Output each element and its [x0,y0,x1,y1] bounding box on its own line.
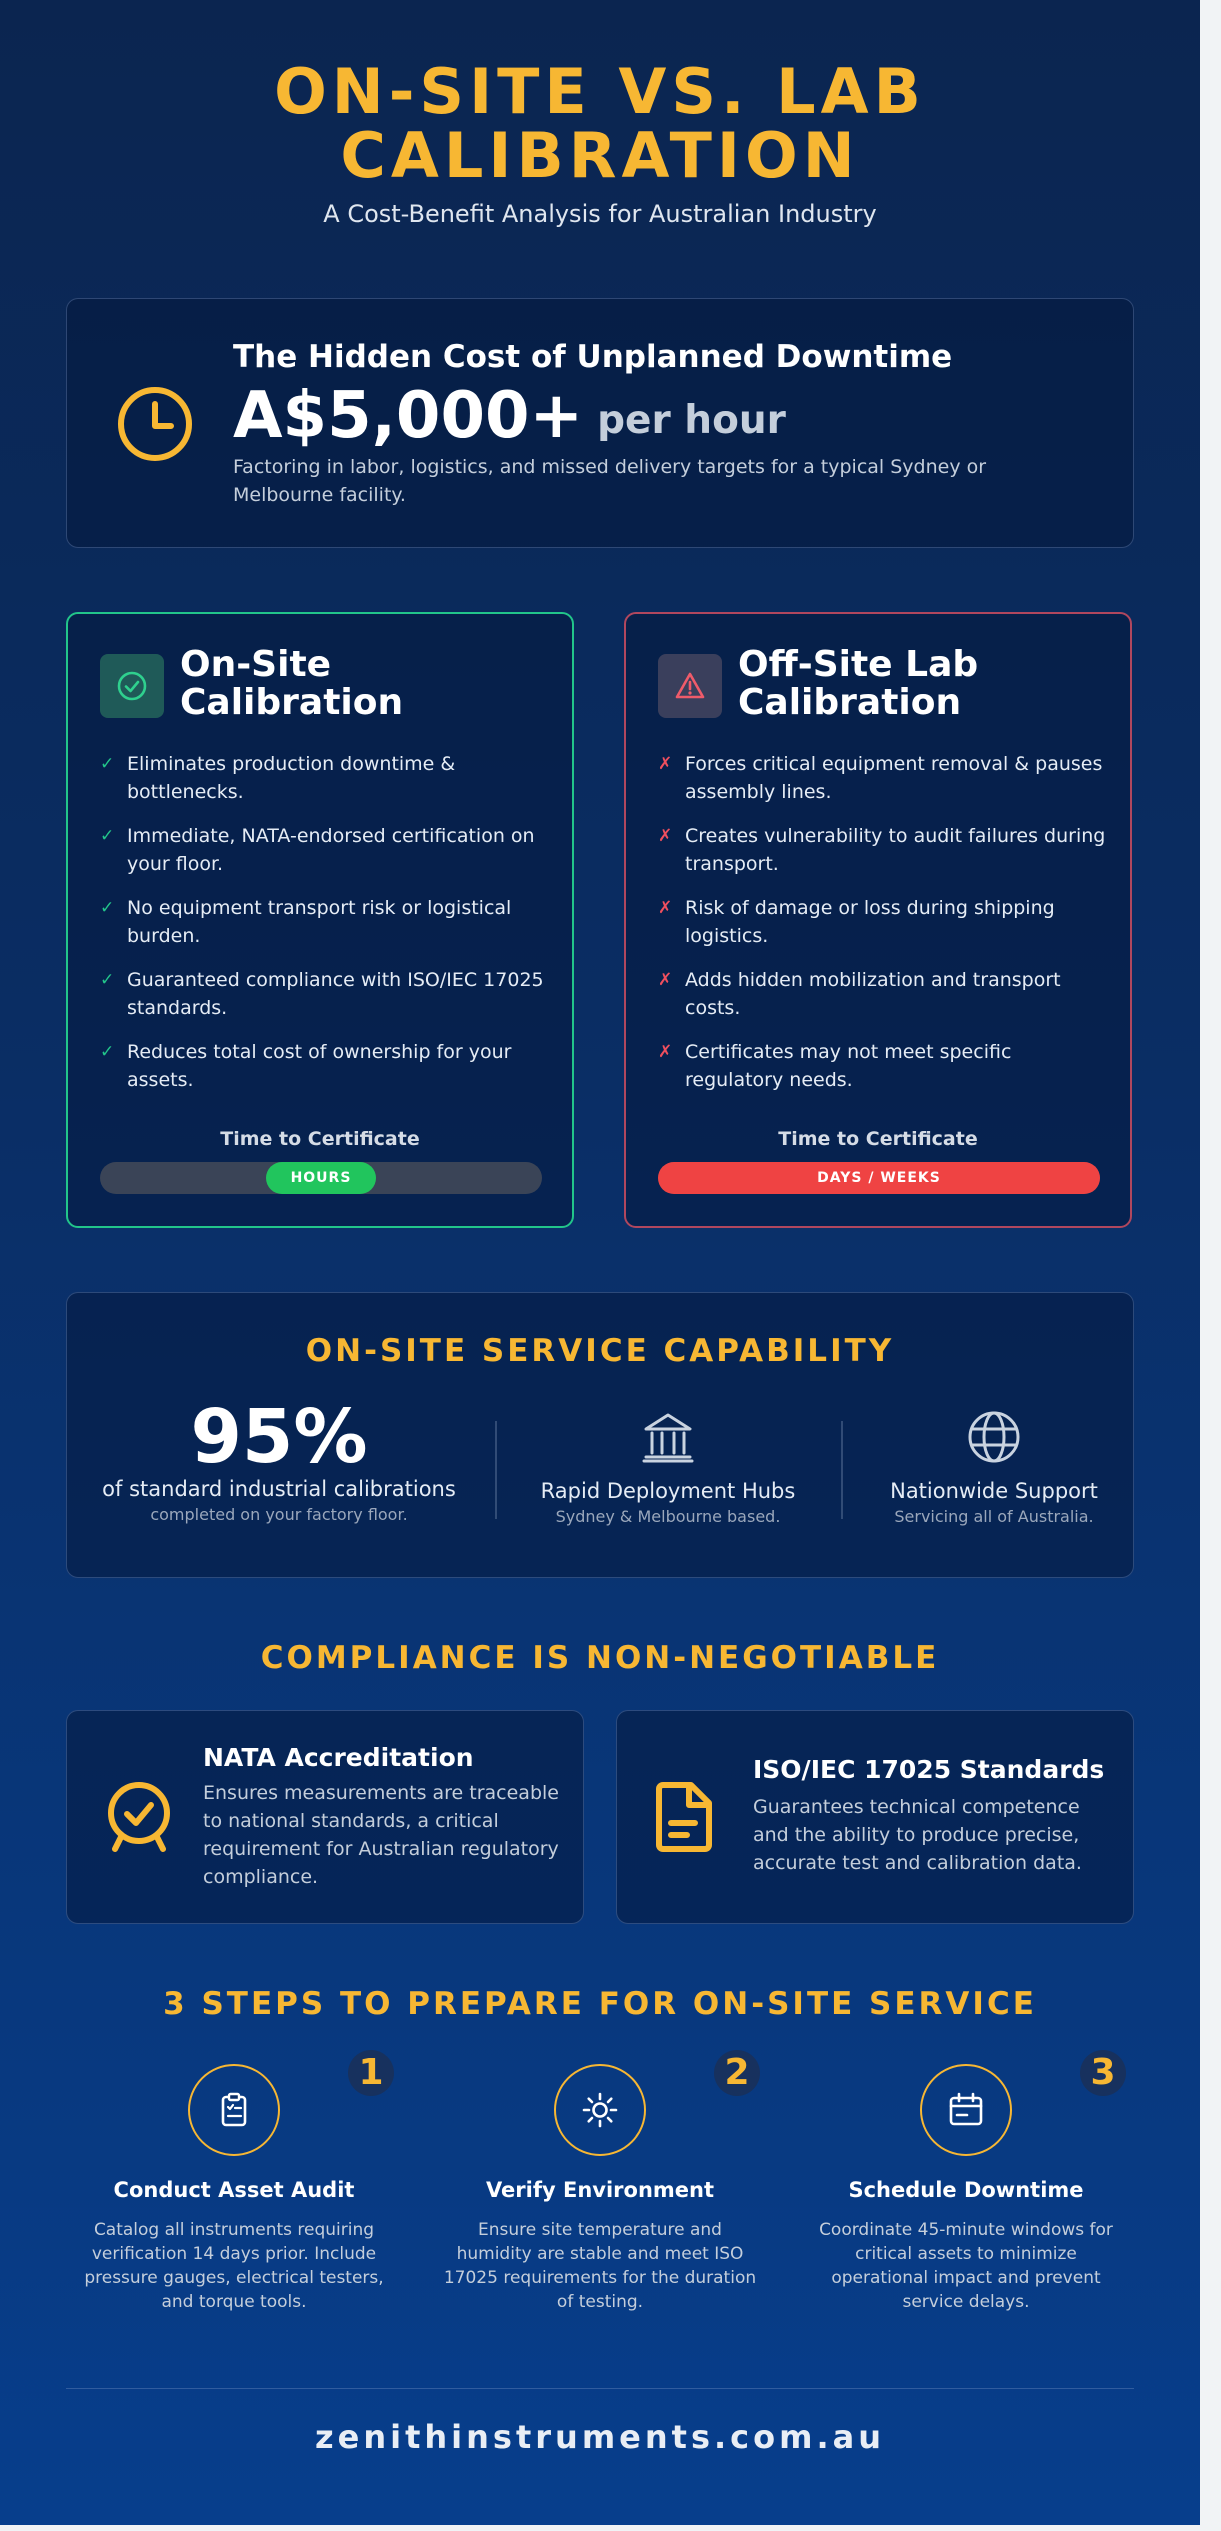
cross-icon: ✗ [658,898,673,918]
footer-divider [66,2388,1134,2389]
cross-icon: ✗ [658,1042,673,1062]
checkmark-icon: ✓ [100,754,115,774]
step-icon-circle [188,2064,280,2156]
offsite-ttc-bar [658,1162,1100,1194]
list-item-text: No equipment transport risk or logistical burden. [127,897,512,947]
list-item-text: Forces critical equipment removal & pauses assembly lines. [685,753,1103,803]
compliance-card-title: NATA Accreditation [203,1743,474,1772]
list-item-text: Guaranteed compliance with ISO/IEC 17025 standards. [127,969,544,1019]
step-text: Ensure site temperature and humidity are stable and meet ISO 17025 requirements for the duration of testing. [443,2220,757,2312]
step-3 [796,2052,1136,2314]
service-capability-card [66,1292,1134,1578]
cross-icon: ✗ [658,970,673,990]
step-number: 1 [348,2050,394,2096]
badge-check-icon [105,1781,173,1853]
list-item [658,750,1108,806]
list-item-text: Eliminates production downtime & bottlenecks. [127,753,456,803]
step-title: Verify Environment [485,2178,715,2202]
check-circle-icon [116,670,148,702]
offsite-ttc-label: Time to Certificate [778,1128,978,1150]
offsite-title: Off-Site Lab Calibration [738,644,979,723]
checkmark-icon: ✓ [100,970,115,990]
capability-item-sub: Sydney & Melbourne based. [555,1507,781,1526]
checkmark-icon: ✓ [100,1042,115,1062]
step-number: 3 [1080,2050,1126,2096]
offsite-calibration-card [624,612,1132,1228]
globe-icon [966,1409,1022,1465]
onsite-ttc-bar [100,1162,542,1194]
step-title: Schedule Downtime [848,2178,1084,2202]
divider [495,1421,497,1519]
list-item-text: Certificates may not meet specific regulatory needs. [685,1041,1012,1091]
step-icon-circle [920,2064,1012,2156]
cross-icon: ✗ [658,826,673,846]
onsite-benefits-list [100,750,550,1110]
list-item-text: Reduces total cost of ownership for your assets. [127,1041,512,1091]
capability-stat-value: 95% [190,1394,368,1480]
onsite-ttc-value: HOURS [266,1162,376,1194]
capability-item-title: Rapid Deployment Hubs [540,1479,796,1503]
step-1 [64,2052,404,2314]
compliance-card-text: Ensures measurements are traceable to national standards, a critical requirement for Australian regulatory compliance. [203,1782,559,1888]
document-icon [655,1779,715,1853]
footer-website-link[interactable]: zenithinstruments.com.au [315,2418,885,2456]
list-item-text: Risk of damage or loss during shipping logistics. [685,897,1055,947]
page-subtitle: A Cost-Benefit Analysis for Australian Industry [323,200,877,228]
offsite-drawbacks-list [658,750,1108,1110]
cross-icon: ✗ [658,754,673,774]
step-title: Conduct Asset Audit [113,2178,355,2202]
list-item-text: Creates vulnerability to audit failures during transport. [685,825,1106,875]
list-item [658,966,1108,1022]
list-item-text: Immediate, NATA-endorsed certification on your floor. [127,825,535,875]
capability-item-sub: Servicing all of Australia. [894,1507,1094,1526]
page-title [0,55,1200,192]
list-item-text: Adds hidden mobilization and transport costs. [685,969,1061,1019]
downtime-heading: The Hidden Cost of Unplanned Downtime [233,339,953,375]
compliance-card-title: ISO/IEC 17025 Standards [753,1755,1105,1784]
step-icon-circle [554,2064,646,2156]
downtime-note: Factoring in labor, logistics, and missed delivery targets for a typical Sydney or Melbourne facility. [233,456,987,506]
list-item [100,822,550,878]
compliance-heading: COMPLIANCE IS NON-NEGOTIABLE [260,1640,940,1676]
nata-accreditation-card [66,1710,584,1924]
iso-standards-card [616,1710,1134,1924]
list-item [658,1038,1108,1094]
onsite-calibration-card [66,612,574,1228]
onsite-ttc-label: Time to Certificate [220,1128,420,1150]
clipboard-icon [215,2091,253,2129]
list-item [100,1038,550,1094]
list-item [658,894,1108,950]
capability-stat-sub: completed on your factory floor. [150,1505,408,1524]
compliance-card-text: Guarantees technical competence and the ability to produce precise, accurate test and calibration data. [753,1796,1082,1874]
capability-item-hubs [503,1409,833,1526]
offsite-icon-box [658,654,722,718]
downtime-amount [233,379,786,453]
list-item [100,966,550,1022]
calendar-icon [947,2091,985,2129]
capability-item-title: Nationwide Support [890,1479,1098,1503]
checkmark-icon: ✓ [100,826,115,846]
capability-heading: ON-SITE SERVICE CAPABILITY [305,1333,895,1369]
onsite-icon-box [100,654,164,718]
downtime-unit: per hour [597,398,786,443]
building-icon [640,1409,696,1465]
capability-item-nationwide [829,1409,1159,1526]
step-text: Coordinate 45-minute windows for critical assets to minimize operational impact and prevent service delays. [819,2220,1113,2312]
step-text: Catalog all instruments requiring verification 14 days prior. Include pressure gauges, electrical testers, and torque tools. [84,2220,384,2312]
list-item [100,750,550,806]
steps-heading: 3 STEPS TO PREPARE FOR ON-SITE SERVICE [163,1986,1037,2022]
offsite-ttc-value: DAYS / WEEKS [658,1162,1100,1194]
onsite-title: On-Site Calibration [180,644,404,723]
warning-icon [674,670,706,702]
checkmark-icon: ✓ [100,898,115,918]
title-line-2: CALIBRATION [340,119,860,192]
clock-icon [115,384,195,464]
capability-stat [67,1394,491,1524]
title-line-1: ON-SITE VS. LAB [274,55,926,128]
sun-icon [581,2091,619,2129]
downtime-cost-card [66,298,1134,548]
downtime-amount-value: A$5,000+ [233,379,584,453]
list-item [100,894,550,950]
capability-stat-desc: of standard industrial calibrations [102,1477,456,1501]
step-number: 2 [714,2050,760,2096]
list-item [658,822,1108,878]
step-2 [430,2052,770,2314]
